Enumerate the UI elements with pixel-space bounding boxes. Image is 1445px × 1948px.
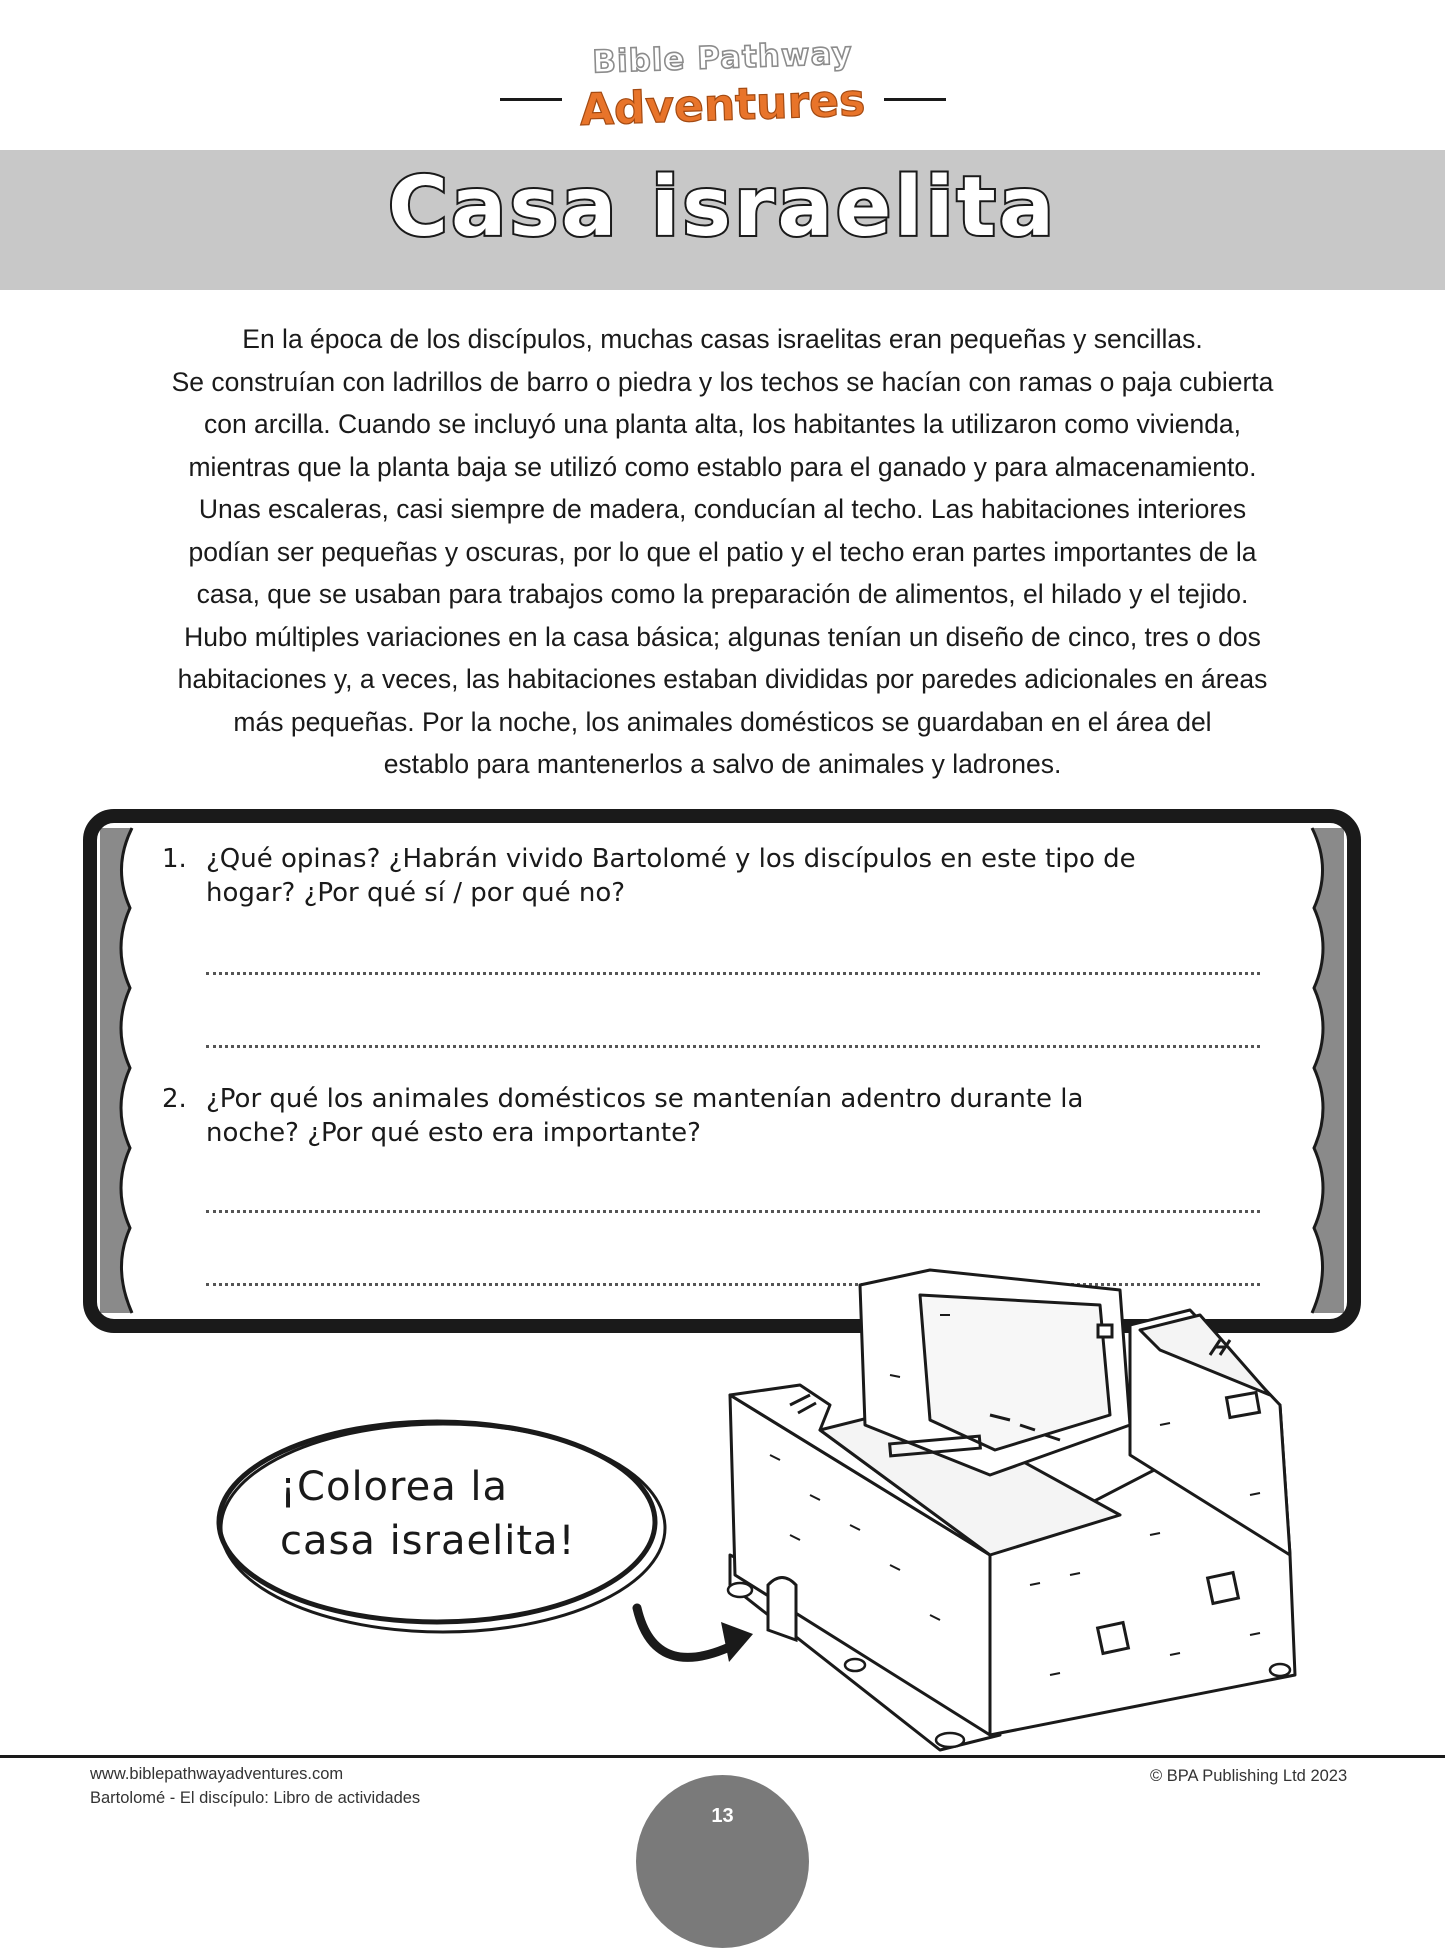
question-number: 1. [162, 844, 187, 874]
answer-line-1a[interactable] [206, 972, 1260, 975]
question-text-line: ¿Qué opinas? ¿Habrán vivido Bartolomé y los discípulos en este tipo de [206, 844, 1136, 874]
intro-line: podían ser pequeñas y oscuras, por lo que el patio y el techo eran partes importantes de la [188, 536, 1257, 567]
question-text-line: noche? ¿Por qué esto era importante? [206, 1118, 701, 1148]
intro-line: Hubo múltiples variaciones en la casa básica; algunas tenían un diseño de cinco, tres o dos [184, 621, 1261, 652]
intro-paragraph [80, 318, 1365, 786]
intro-line: más pequeñas. Por la noche, los animales domésticos se guardaban en el área del [233, 706, 1212, 737]
israelite-house-drawing-icon [690, 1255, 1350, 1755]
footer-book-title: Bartolomé - El discípulo: Libro de actividades [90, 1789, 421, 1807]
question-number: 2. [162, 1084, 187, 1114]
answer-line-1b[interactable] [206, 1045, 1260, 1048]
speech-bubble-text [280, 1460, 640, 1568]
page-number: 13 [711, 1805, 734, 1827]
page-number-circle [636, 1775, 809, 1948]
footer-copyright: © BPA Publishing Ltd 2023 [1150, 1767, 1348, 1785]
intro-line: En la época de los discípulos, muchas casas israelitas eran pequeñas y sencillas. [242, 324, 1203, 354]
bubble-line: casa israelita! [280, 1518, 576, 1564]
intro-line: establo para mantenerlos a salvo de animales y ladrones. [383, 749, 1062, 779]
intro-line: habitaciones y, a veces, las habitaciones estaban divididas por paredes adicionales en áreas [177, 664, 1268, 694]
question-text-line: hogar? ¿Por qué sí / por qué no? [206, 878, 626, 908]
footer-rule [0, 1755, 1445, 1758]
footer-website[interactable]: www.biblepathwayadventures.com [90, 1765, 344, 1783]
answer-line-2a[interactable] [206, 1210, 1260, 1213]
bubble-line: ¡Colorea la [280, 1464, 509, 1510]
intro-line: con arcilla. Cuando se incluyó una planta alta, los habitantes la utilizaron como vivienda, [203, 409, 1242, 439]
intro-line: Se construían con ladrillos de barro o piedra y los techos se hacían con ramas o paja cubierta [171, 366, 1274, 397]
question-text-line: ¿Por qué los animales domésticos se mantenían adentro durante la [206, 1084, 1084, 1114]
logo-bottom-text: Adventures [578, 75, 867, 136]
page-title: Casa israelita [387, 160, 1058, 255]
intro-line: casa, que se usaban para trabajos como la preparación de alimentos, el hilado y el tejido. [196, 579, 1249, 609]
logo-top-text: Bible Pathway [591, 35, 854, 81]
intro-line: Unas escaleras, casi siempre de madera, conducían al techo. Las habitaciones interiores [198, 494, 1247, 524]
intro-line: mientras que la planta baja se utilizó como establo para el ganado y para almacenamiento. [188, 451, 1257, 482]
